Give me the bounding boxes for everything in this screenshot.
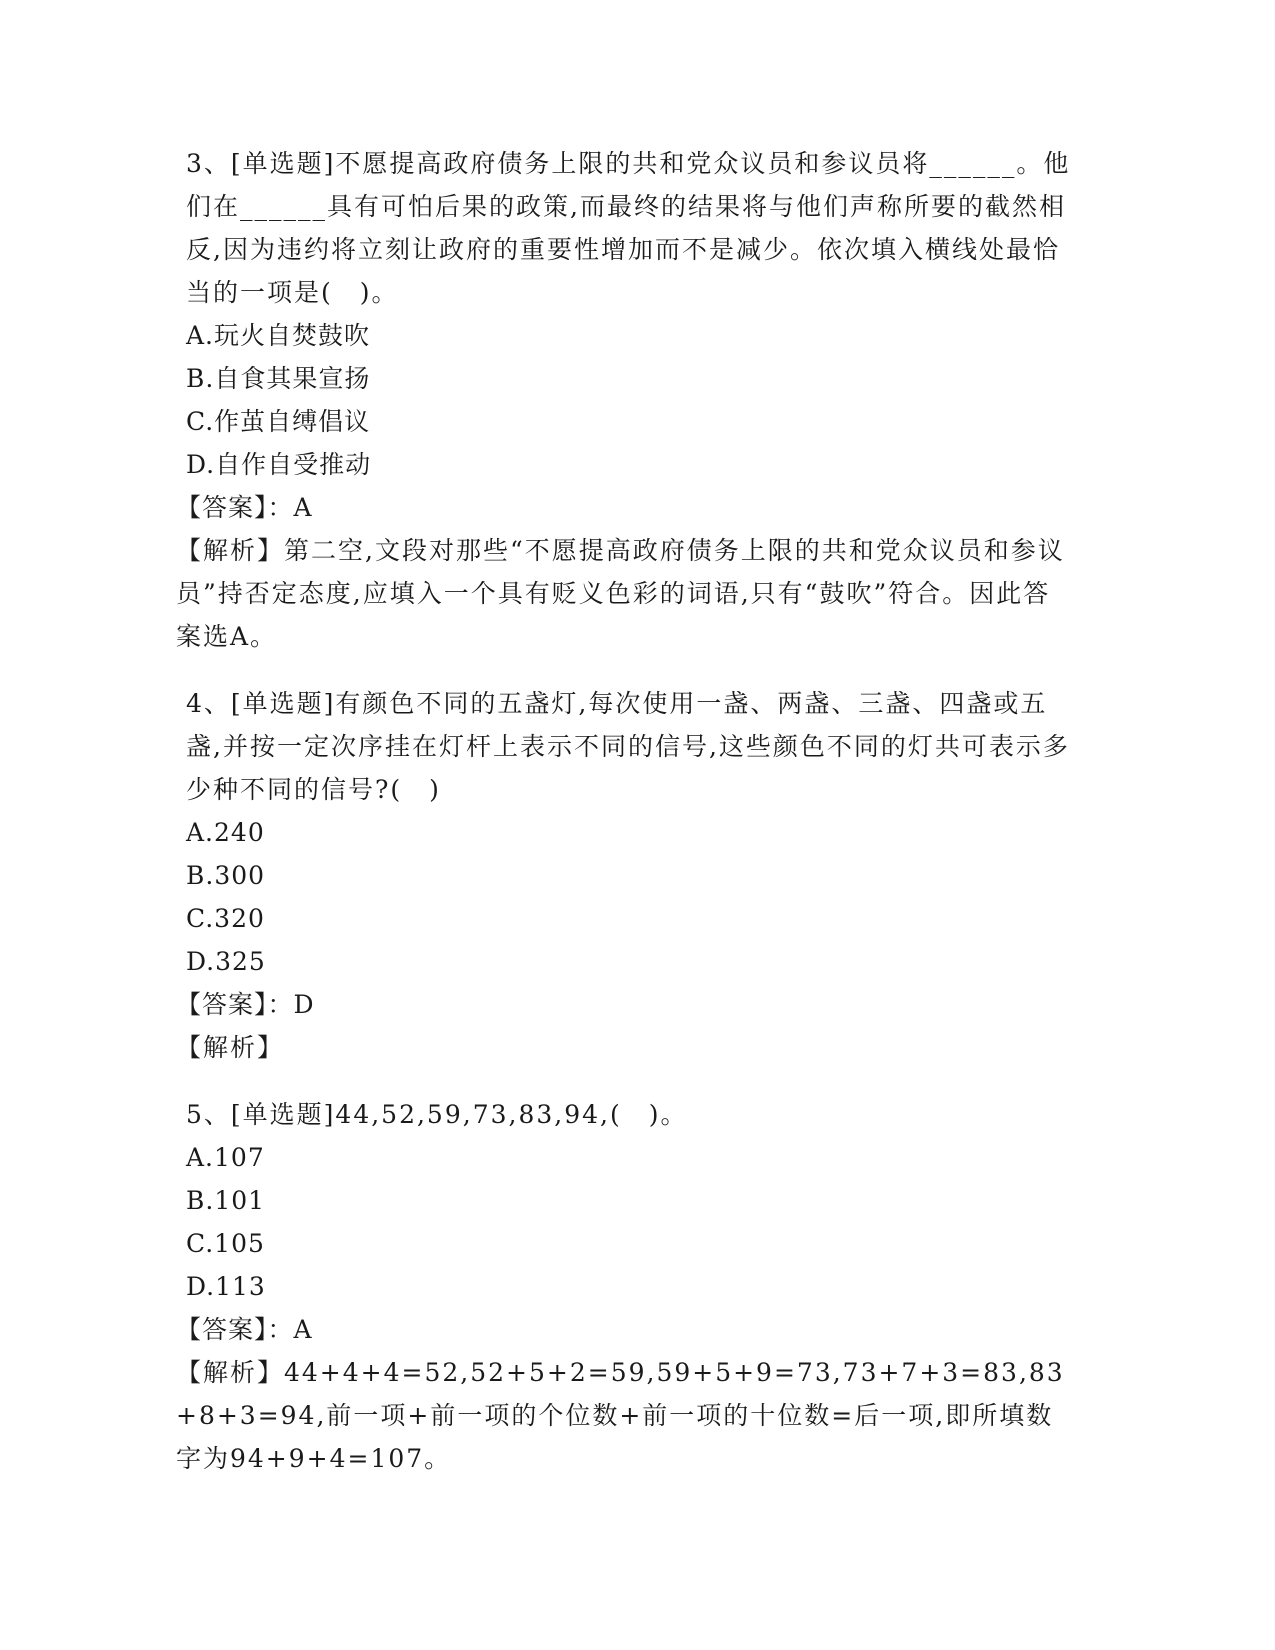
- question-3: [176, 142, 1076, 658]
- question-stem: 3、[单选题]不愿提高政府债务上限的共和党众议员和参议员将______。他们在______具有可怕后果的政策,而最终的结果将与他们声称所要的截然相反,因为违约将立刻让政府的重要性增加而不是减少。依次填入横线处最恰当的一项是( )。: [186, 149, 1071, 307]
- document-page: [176, 142, 1076, 1480]
- answer-line: 【答案】：A: [176, 1315, 313, 1344]
- question-stem: 5、[单选题]44,52,59,73,83,94,( )。: [186, 1100, 688, 1129]
- answer-line: 【答案】：A: [176, 493, 313, 522]
- question-5: [176, 1093, 1076, 1480]
- option-d: D.自作自受推动: [186, 450, 372, 479]
- analysis-text: 【解析】: [176, 1033, 285, 1062]
- question-4: [176, 682, 1076, 1069]
- option-d: D.325: [186, 947, 266, 976]
- option-a: A.240: [186, 818, 265, 847]
- option-c: C.320: [186, 904, 265, 933]
- option-b: B.自食其果宣扬: [186, 364, 371, 393]
- analysis-text: 【解析】44+4+4=52,52+5+2=59,59+5+9=73,73+7+3=83,83+8+3=94,前一项+前一项的个位数+前一项的十位数=后一项,即所填数字为94+9+4=107。: [176, 1358, 1065, 1473]
- question-stem: 4、[单选题]有颜色不同的五盏灯,每次使用一盏、两盏、三盏、四盏或五盏,并按一定次序挂在灯杆上表示不同的信号,这些颜色不同的灯共可表示多少种不同的信号?( ): [186, 689, 1070, 804]
- option-a: A.玩火自焚鼓吹: [186, 321, 371, 350]
- answer-line: 【答案】：D: [176, 990, 315, 1019]
- option-c: C.作茧自缚倡议: [186, 407, 371, 436]
- option-b: B.101: [186, 1186, 266, 1215]
- analysis-text: 【解析】第二空,文段对那些“不愿提高政府债务上限的共和党众议员和参议员”持否定态度,应填入一个具有贬义色彩的词语,只有“鼓吹”符合。因此答案选A。: [176, 536, 1065, 651]
- option-c: C.105: [186, 1229, 265, 1258]
- option-d: D.113: [186, 1272, 266, 1301]
- option-a: A.107: [186, 1143, 265, 1172]
- option-b: B.300: [186, 861, 266, 890]
